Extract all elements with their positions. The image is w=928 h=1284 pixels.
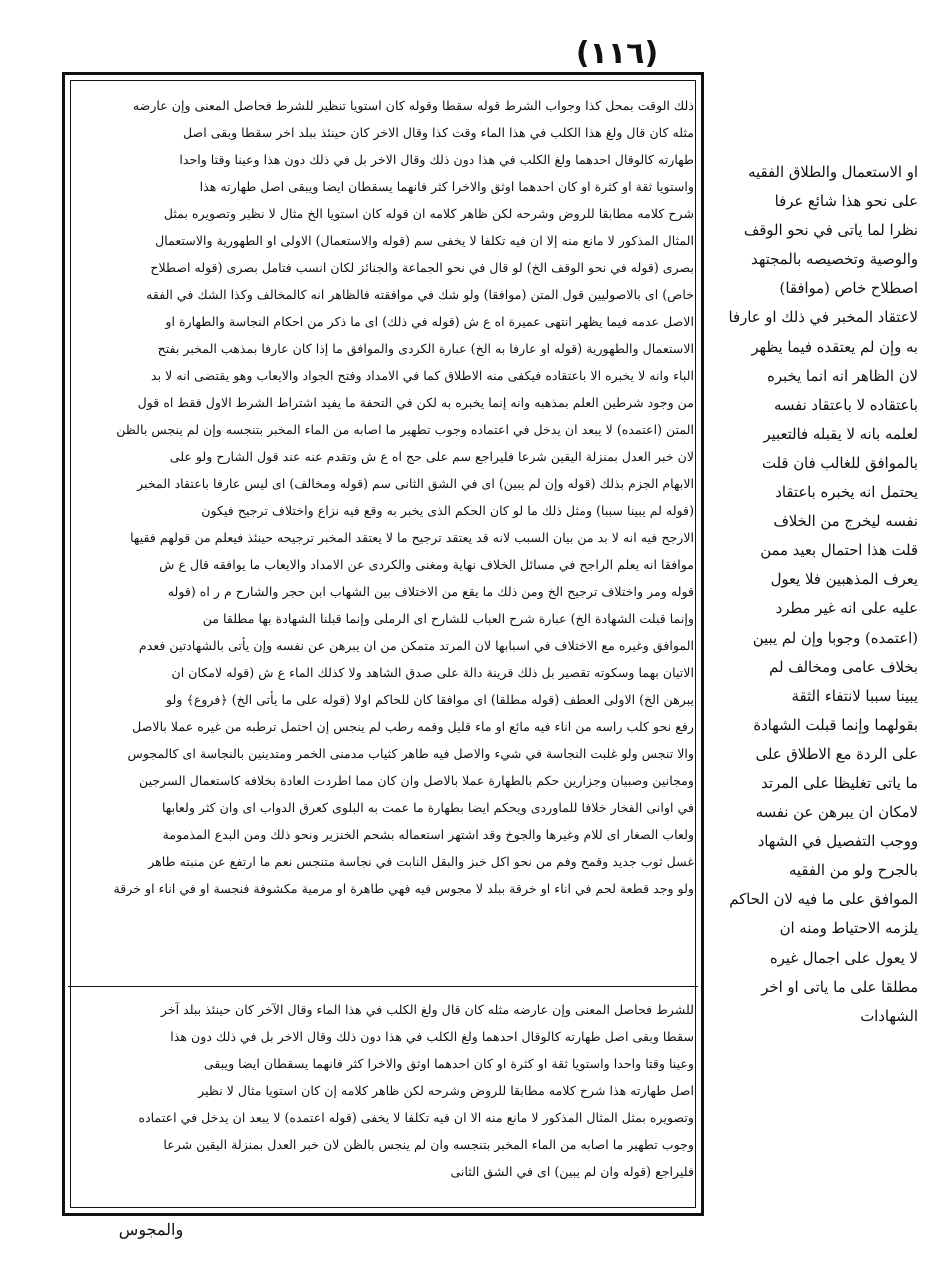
margin-line: بالموافق للغالب فان قلت	[761, 454, 918, 472]
margin-line: باعتقاده لا باعتقاد نفسه	[773, 396, 918, 414]
main-text-line: المتن (اعتمده) لا يبعد ان يدخل في اعتماده وجوب تطهير ما اصابه من الماء المخبر بتنجسه وإن لم ينجس بالظن	[116, 422, 694, 437]
main-text-line: الابهام الجزم بذلك (قوله وإن لم يبين) اى في الشق الثانى سم (قوله ومخالف) اى ليس عارفا باعتقاد المخبر	[137, 476, 694, 491]
margin-line: مطلقا على ما ياتى او اخر	[761, 978, 918, 996]
margin-line: لعلمه بانه لا يقبله فالتعبير	[763, 425, 918, 443]
footnote-divider	[68, 986, 698, 987]
main-text-line: الاتيان بهما وسكوته تقصير بل ذلك قرينة دالة على صدق الشاهد ولا كذلك الماء ع ش (قوله لامكان ان	[171, 665, 694, 680]
main-text-line: من وجود شرطين العلم بمذهبه وانه إنما يخبره به لكن في التحفة ما يفيد اشتراط الشرط الاول فقط اه قول	[137, 395, 694, 410]
margin-line: الشهادات	[860, 1007, 918, 1025]
margin-line: والوصية وتخصيصه بالمجتهد	[751, 251, 918, 269]
margin-line: قلت هذا احتمال بعيد ممن	[760, 542, 918, 560]
main-text-line: الارجح فيه انه لا بد من بيان السبب لانه قد يعتقد ترجيح ما لا يعتقد المخبر ترجيحه حينئذ فيعلم من قولهم فقيها	[130, 530, 694, 545]
margin-line: يلزمه الاحتياط ومنه ان	[779, 920, 918, 938]
margin-line: بالجرح ولو من الفقيه	[789, 862, 918, 880]
main-text-line: في اوانى الفخار خلافا للماوردى ويحكم ايضا بطهارة ما عمت به البلوى كعرق الدواب اى وان كثر ولعابها	[161, 800, 694, 815]
margin-line: به وإن لم يعتقده فيما يظهر	[751, 338, 918, 356]
margin-line: ما ياتى تغليظا على المرتد	[761, 774, 918, 792]
main-text-block	[74, 92, 694, 902]
main-text-line: وإنما قبلت الشهادة الخ) عبارة شرح العباب للشارح اى الرملى وإنما قبلنا الشهادة بها مطلقا من	[202, 611, 694, 626]
main-text-line: (قوله لم يبينا سببا) ومثل ذلك ما لو كان الحكم الذى يخبر به وقع فيه نزاع واختلاف ترجيح فيكون	[201, 503, 694, 518]
main-text-line: والا تنجس ولو غلبت النجاسة في شيء والاصل فيه طاهر كثياب مدمنى الخمر ومتدينين بالنجاسة اى كالمجوس	[127, 746, 694, 761]
margin-line: يعرف المذهبين فلا يعول	[770, 571, 918, 589]
margin-line: او الاستعمال والطلاق الفقيه	[748, 164, 918, 181]
margin-line: لان الظاهر انه انما يخبره	[767, 367, 918, 385]
footnote-line: للشرط فحاصل المعنى وإن عارضه مثله كان قال ولغ الكلب في هذا الماء وقال الآخر كان حينئذ ببلد آخر	[160, 1002, 694, 1017]
footnote-line: وعينا وقتا واحدا واستويا ثقة او كثرة او كان احدهما اوثق والاخرا كثر فانهما يسقطان ايضا ويبقى	[203, 1056, 694, 1071]
main-text-line: مثله كان قال ولغ هذا الكلب في هذا الماء وقت كذا وقال الاخر كان حينئذ ببلد اخر سقطا وبقى اصل	[182, 125, 694, 140]
main-text-line: خاص) اى بالاصوليين قول المتن (موافقا) ولو شك في موافقته فالظاهر انه كالمخالف وكذا الشك في الفقه	[146, 287, 694, 302]
margin-line: لا يعول على اجمال غيره	[769, 949, 918, 967]
margin-line: لاعتقاد المخبر في ذلك او عارفا	[728, 309, 918, 327]
margin-line: على نحو هذا شائع عرفا	[774, 193, 918, 211]
margin-line: نظرا لما ياتى في نحو الوقف	[743, 222, 918, 240]
main-text-line: المثال المذكور لا مانع منه إلا ان فيه تكلفا لا يخفى سم (قوله والاستعمال) الاولى او الطهورية والاستعمال	[155, 233, 694, 248]
margin-line: اصطلاح خاص (موافقا)	[779, 280, 918, 298]
margin-line: بخلاف عامى ومخالف لم	[769, 658, 918, 676]
main-text-line: الموافق وغيره مع الاختلاف في اسبابها لان المرتد متمكن من ان يبرهن عن نفسه وإن يأتى بالشهادتين فعدم	[138, 638, 694, 653]
margin-line: لامكان ان يبرهن عن نفسه	[755, 804, 918, 822]
margin-line: الموافق على ما فيه لان الحاكم	[729, 891, 918, 909]
main-text-line: بصرى (قوله في نحو الوقف الخ) لو قال في نحو الجماعة والجنائز لكان انسب فتامل بصرى (قوله اصطلاح	[150, 260, 694, 275]
main-text-line: ولعاب الصغار اى للام وغيرها والجوخ وقد اشتهر استعماله بشحم الخنزير ونحو ذلك ومن البدع المذمومة	[162, 827, 694, 842]
margin-commentary	[712, 158, 918, 1031]
main-text-line: يبرهن الخ) الاولى العطف (قوله مطلقا) اى موافقا كان للحاكم اولا (قوله على ما يأتى الخ) ﴿فروع﴾ ولو	[166, 692, 694, 707]
main-text-line: غسل ثوب جديد وقمح وفم من نحو اكل خبز والبقل النابت في نجاسة متنجس نعم ما ارتفع عن منبته طاهر	[148, 854, 694, 869]
main-text-line: قوله ومر واختلاف ترجيح الخ ومن ذلك ما يقع من الاختلاف بين الشهاب ابن حجر والشارح م ر اه (قوله	[167, 584, 694, 599]
margin-line: (اعتمده) وجوبا وإن لم يبين	[752, 629, 918, 647]
catchword: والمجوس	[118, 1220, 184, 1239]
margin-line: يحتمل انه يخبره باعتقاد	[775, 484, 918, 502]
margin-line: بقولهما وإنما قبلت الشهادة	[753, 716, 918, 734]
margin-line: ووجب التفصيل في الشهاد	[757, 833, 918, 851]
main-text-line: لان خبر العدل بمنزلة اليقين شرعا فليراجع سم على حج اه ع ش وتقدم عنه عند قول الشارح ولو على	[169, 449, 694, 464]
main-text-line: موافقا انه يعلم الراجح في مسائل الخلاف نهاية ومغنى والكردى عن الامداد والايعاب ما يوافقه قال ع ش	[159, 557, 694, 572]
main-text-line: رفع نحو كلب راسه من اناء فيه مائع او ماء قليل وفمه رطب لم ينجس إن احتمل ترطبه من غيره عملا بالاصل	[132, 719, 694, 734]
main-text-line: شرح كلامه مطابقا للروض وشرحه لكن ظاهر كلامه ان قوله كان استويا الخ مثال لا نظير وتصويره بمثل	[163, 206, 694, 221]
main-text-line: الباء وانه لا يخبره الا باعتقاده فيكفى منه الاطلاق كما في الامداد وفتح الجواد والايعاب وهو يقتضى انه لا بد	[151, 368, 694, 383]
footnote-line: وتصويره بمثل المثال المذكور لا مانع منه الا ان فيه تكلفا لا يخفى (قوله اعتمده) لا يبعد ان يدخل في اعتماده	[138, 1110, 694, 1125]
main-text-line: واستويا ثقة او كثرة او كان احدهما اوثق والاخرا كثر فانهما يسقطان ايضا ويبقى اصل طهارته هذا	[199, 179, 694, 194]
footnote-line: وجوب تطهير ما اصابه من الماء المخبر بتنجسه وان لم ينجس بالظن لان خبر العدل بمنزلة اليقين شرعا	[163, 1137, 694, 1152]
footnote-text-block	[74, 996, 694, 1185]
margin-line: عليه على انه غير مطرد	[775, 600, 918, 618]
margin-line: نفسه ليخرج من الخلاف	[773, 513, 918, 531]
footnote-line: اصل طهارته هذا شرح كلامه مطابقا للروض وشرحه لكن ظاهر كلامه إن كان استويا مثال لا نظير	[198, 1083, 694, 1098]
main-text-line: الاستعمال والطهورية (قوله او عارفا به الخ) عبارة الكردى والموافق ما إذا كان عارفا بمذهب المخبر بفتح	[157, 341, 694, 356]
margin-line: يبينا سببا لانتفاء الثقة	[791, 687, 918, 705]
main-text-line: ومجانين وصبيان وجزارين حكم بالطهارة عملا بالاصل وان كان مما اطردت العادة بخلافه كاستعمال السرجين	[138, 773, 694, 788]
page-number: (۱۱٦)	[575, 36, 659, 71]
margin-line: على الردة مع الاطلاق على	[755, 745, 918, 763]
main-text-line: ولو وجد قطعة لحم في اناء او خرقة ببلد لا مجوس فيه فهي طاهرة او مرمية مكشوفة فنجسة او في اناء او خرقة	[113, 881, 694, 896]
main-text-line: الاصل عدمه فيما يظهر انتهى عميرة اه ع ش (قوله في ذلك) اى ما ذكر من احكام النجاسة والطهارة او	[165, 314, 694, 329]
footnote-line: سقطا وبقى اصل طهارته كالوقال احدهما ولغ الكلب في هذا دون ذلك وقال الاخر بل في ذلك دون هذا	[170, 1029, 694, 1044]
footnote-line: فليراجع (قوله وان لم يبين) اى في الشق الثانى	[450, 1164, 694, 1179]
main-text-line: طهارته كالوقال احدهما ولغ الكلب في هذا دون ذلك وقال الاخر بل في ذلك دون هذا وعينا وقتا واحدا	[179, 152, 694, 167]
main-text-line: ذلك الوقت بمحل كذا وجواب الشرط قوله سقطا وقوله كان استويا تنظير للشرط فحاصل المعنى وإن عارضه	[132, 98, 694, 113]
